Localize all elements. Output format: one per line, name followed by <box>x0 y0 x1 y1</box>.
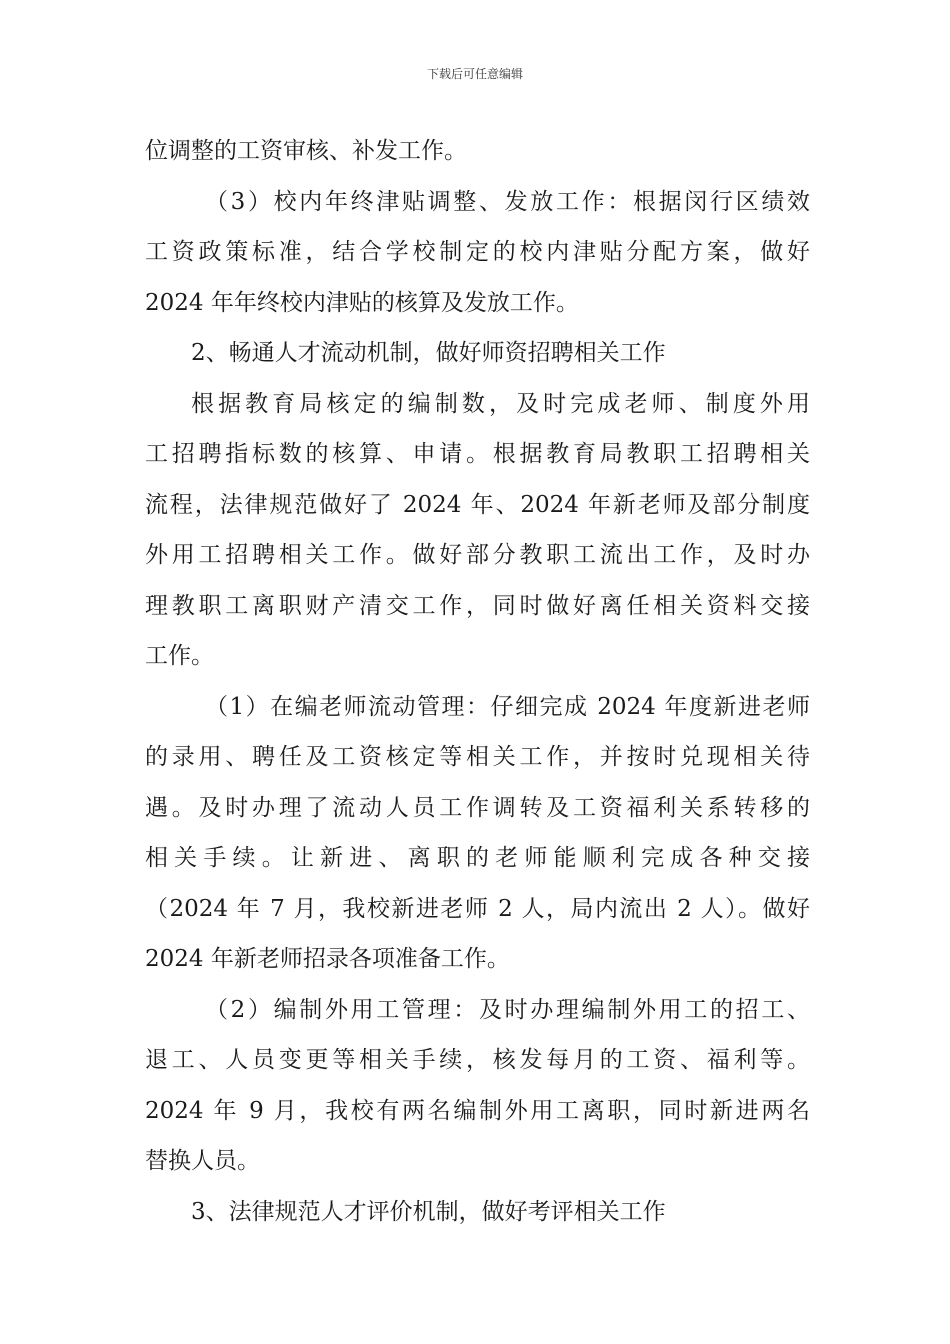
text-line: 退工、人员变更等相关手续，核发每月的工资、福利等。 <box>145 1047 810 1073</box>
text-line: （2）编制外用工管理：及时办理编制外用工的招工、 <box>205 996 810 1023</box>
text-line: 工作。 <box>145 643 214 669</box>
text-line: 2024 年年终校内津贴的核算及发放工作。 <box>145 289 579 316</box>
text-line: 3、法律规范人才评价机制，做好考评相关工作 <box>191 1198 666 1225</box>
text-line: 根据教育局核定的编制数，及时完成老师、制度外用 <box>191 390 810 417</box>
text-line: 理教职工离职财产清交工作，同时做好离任相关资料交接 <box>145 592 810 619</box>
text-line: 替换人员。 <box>145 1148 260 1174</box>
text-line: 工资政策标准，结合学校制定的校内津贴分配方案，做好 <box>145 239 810 265</box>
paragraph <box>145 379 810 682</box>
text-line: 外用工招聘相关工作。做好部分教职工流出工作，及时办 <box>145 542 810 568</box>
section-heading <box>145 328 810 379</box>
text-line: 2024 年 9 月，我校有两名编制外用工离职，同时新进两名 <box>145 1097 810 1124</box>
text-line: 遇。及时办理了流动人员工作调转及工资福利关系转移的 <box>145 794 810 821</box>
text-line: （1）在编老师流动管理：仔细完成 2024 年度新进老师 <box>205 693 810 720</box>
text-line: 2024 年新老师招录各项准备工作。 <box>145 946 510 972</box>
text-line: 工招聘指标数的核算、申请。根据教育局教职工招聘相关 <box>145 441 810 467</box>
text-line: 流程，法律规范做好了 2024 年、2024 年新老师及部分制度 <box>145 491 810 518</box>
document-body <box>145 126 810 1237</box>
paragraph <box>145 985 810 1187</box>
paragraph <box>145 682 810 985</box>
text-line: 2、畅通人才流动机制，做好师资招聘相关工作 <box>191 340 666 366</box>
text-line: （3）校内年终津贴调整、发放工作：根据闵行区绩效 <box>205 188 810 215</box>
section-heading <box>145 1187 810 1238</box>
page-header: 下载后可任意编辑 <box>426 67 523 81</box>
text-line: 的录用、聘任及工资核定等相关工作，并按时兑现相关待 <box>145 744 810 770</box>
paragraph <box>145 177 810 329</box>
paragraph <box>145 126 810 177</box>
text-line: 相关手续。让新进、离职的老师能顺利完成各种交接 <box>145 845 810 871</box>
text-line: （2024 年 7 月，我校新进老师 2 人，局内流出 2 人）。做好 <box>145 895 810 922</box>
text-line: 位调整的工资审核、补发工作。 <box>145 138 467 164</box>
